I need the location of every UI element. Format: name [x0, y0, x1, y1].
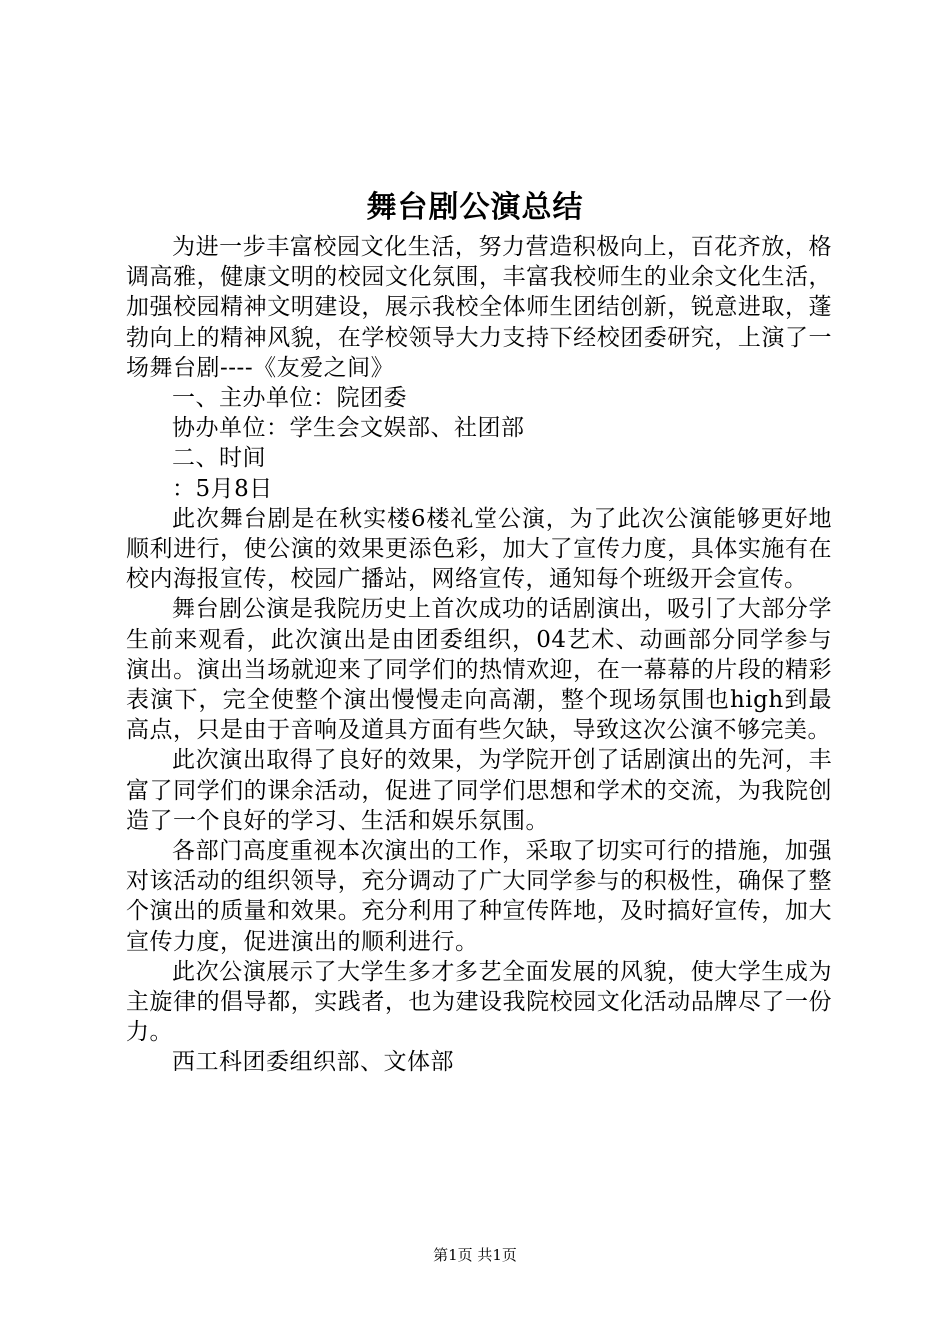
paragraph-conclusion: 此次公演展示了大学生多才多艺全面发展的风貌，使大学生成为主旋律的倡导都，实践者，也为建设我院校园文化活动品牌尽了一份力。	[126, 958, 832, 1046]
paragraph-effect: 此次演出取得了良好的效果，为学院开创了话剧演出的先河，丰富了同学们的课余活动，促进了同学们思想和学术的交流，为我院创造了一个良好的学习、生活和娱乐氛围。	[126, 747, 832, 834]
paragraph-intro: 为进一步丰富校园文化生活，努力营造积极向上，百花齐放，格调高雅，健康文明的校园文化氛围，丰富我校师生的业余文化生活，加强校园精神文明建设，展示我校全体师生团结创新，锐意进取，蓬勃向上的精神风貌，在学校领导大力支持下经校团委研究，上演了一场舞台剧----《友爱之间》	[126, 234, 832, 381]
paragraph-time-heading: 二、时间	[172, 445, 266, 472]
document-body	[126, 232, 832, 1078]
paragraph-performance: 舞台剧公演是我院历史上首次成功的话剧演出，吸引了大部分学生前来观看，此次演出是由团委组织，04艺术、动画部分同学参与演出。演出当场就迎来了同学们的热情欢迎，在一幕幕的片段的精彩表演下，完全使整个演出慢慢走向高潮，整个现场氛围也high到最高点，只是由于音响及道具方面有些欠缺，导致这次公演不够完美。	[126, 596, 832, 744]
paragraph-date: ：5月8日	[172, 475, 273, 502]
page-footer: 第1页 共1页	[433, 1246, 517, 1264]
paragraph-organizer: 一、主办单位：院团委	[172, 385, 407, 412]
document-title: 舞台剧公演总结	[366, 190, 584, 225]
paragraph-departments: 各部门高度重视本次演出的工作，采取了切实可行的措施，加强对该活动的组织领导，充分调动了广大同学参与的积极性，确保了整个演出的质量和效果。充分利用了种宣传阵地，及时搞好宣传，加大宣传力度，促进演出的顺利进行。	[126, 838, 832, 955]
paragraph-venue-publicity: 此次舞台剧是在秋实楼6楼礼堂公演，为了此次公演能够更好地顺利进行，使公演的效果更添色彩，加大了宣传力度，具体实施有在校内海报宣传，校园广播站，网络宣传，通知每个班级开会宣传。	[126, 505, 832, 593]
paragraph-signature: 西工科团委组织部、文体部	[172, 1049, 454, 1076]
paragraph-co-organizer: 协办单位：学生会文娱部、社团部	[172, 415, 525, 442]
